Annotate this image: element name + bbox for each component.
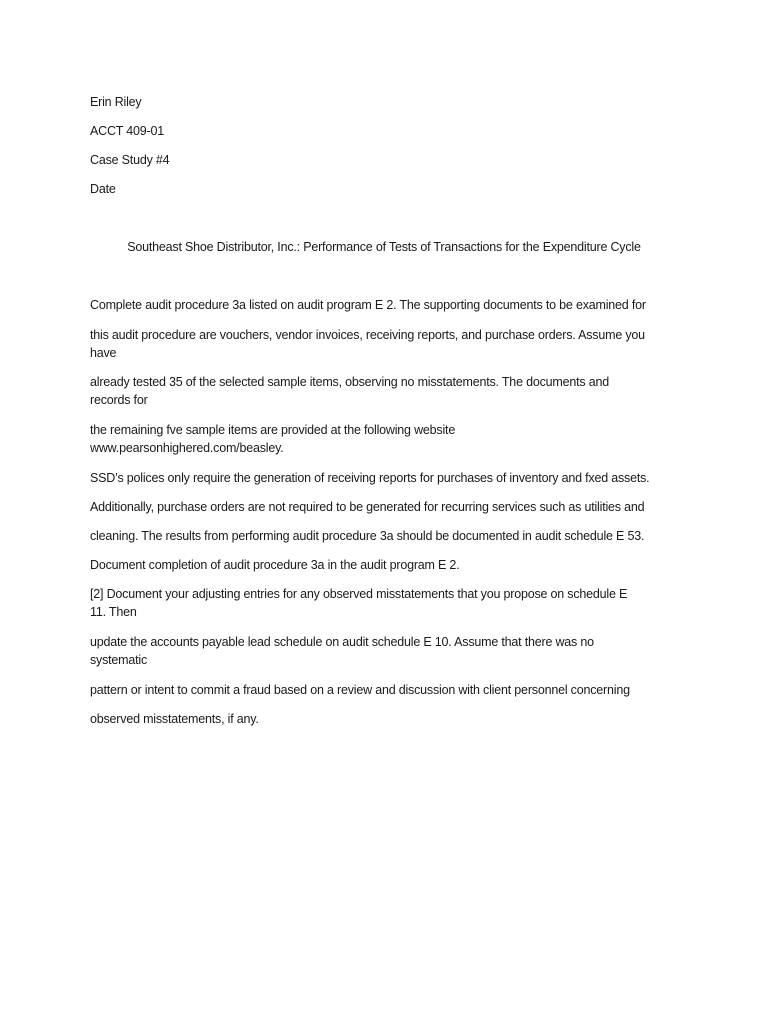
body-line: Additionally, purchase orders are not required to be generated for recurring services such as utilities and: [90, 500, 645, 514]
body-line: already tested 35 of the selected sample items, observing no misstatements. The documents and: [90, 375, 609, 389]
document-title: Southeast Shoe Distributor, Inc.: Performance of Tests of Transactions for the Expenditure Cycle: [127, 240, 641, 254]
body-line: SSD’s polices only require the generation of receiving reports for purchases of inventory and fxed assets.: [90, 471, 650, 485]
body-line: Complete audit procedure 3a listed on audit program E 2. The supporting documents to be examined for: [90, 298, 646, 312]
body-link-line: www.pearsonhighered.com/beasley.: [90, 441, 284, 455]
body-line: observed misstatements, if any.: [90, 712, 259, 726]
assignment-label: Case Study #4: [90, 153, 170, 167]
body-line: this audit procedure are vouchers, vendor invoices, receiving reports, and purchase orders. Assume you: [90, 328, 645, 342]
body-line: cleaning. The results from performing audit procedure 3a should be documented in audit schedule E 53.: [90, 529, 645, 543]
body-line: 11. Then: [90, 605, 137, 619]
course-code: ACCT 409-01: [90, 124, 164, 138]
body-line: update the accounts payable lead schedule on audit schedule E 10. Assume that there was no: [90, 635, 594, 649]
body-line: have: [90, 346, 117, 360]
body-line: the remaining fve sample items are provided at the following website: [90, 423, 456, 437]
body-line: Document completion of audit procedure 3a in the audit program E 2.: [90, 558, 460, 572]
date-label: Date: [90, 182, 116, 196]
author-name: Erin Riley: [90, 95, 142, 109]
body-line: [2] Document your adjusting entries for any observed misstatements that you propose on schedule E: [90, 587, 628, 601]
body-line: records for: [90, 393, 148, 407]
body-line: pattern or intent to commit a fraud based on a review and discussion with client personnel concerning: [90, 683, 630, 697]
body-line: systematic: [90, 653, 148, 667]
